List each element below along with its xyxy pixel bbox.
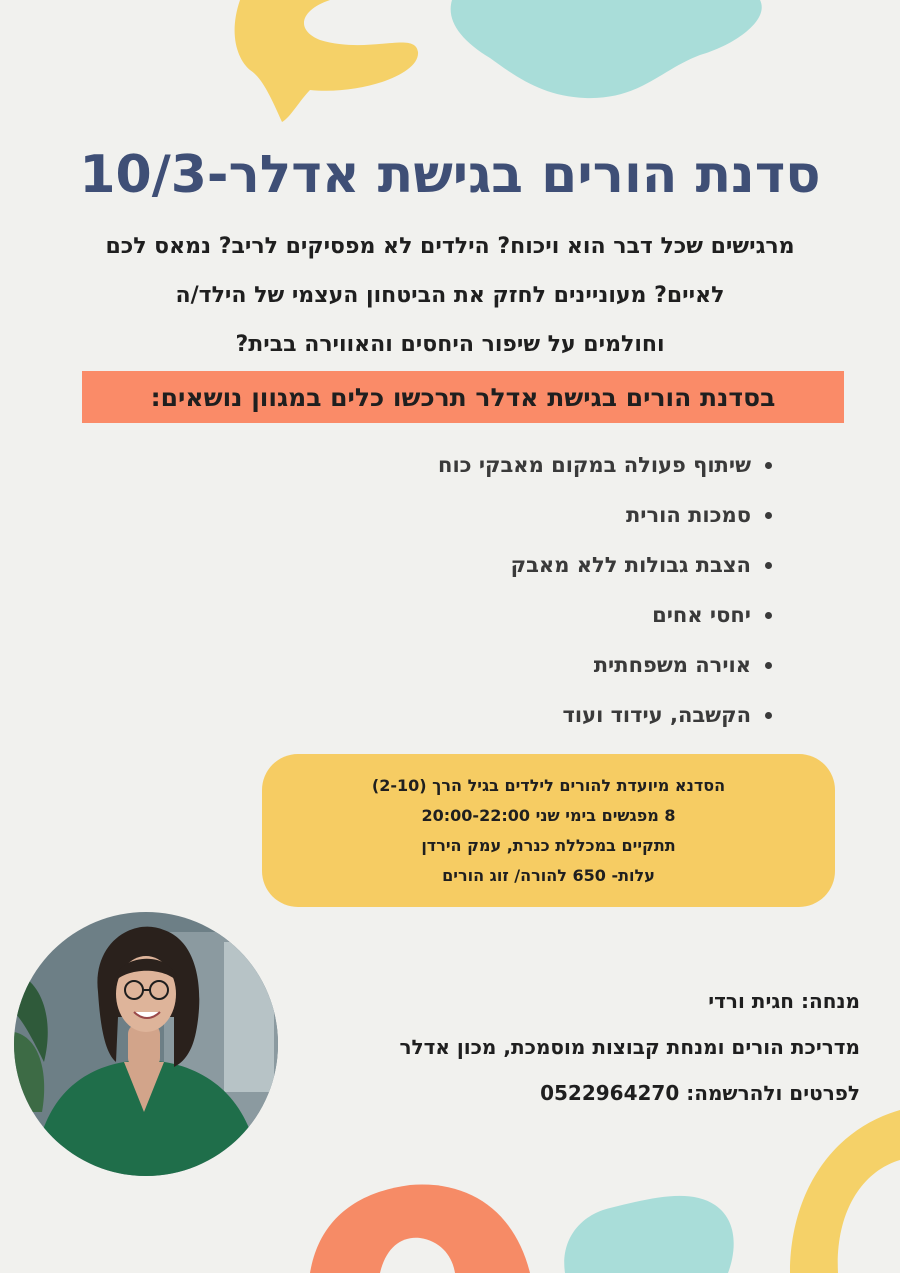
- bullet-icon: [765, 662, 772, 669]
- topic-label: יחסי אחים: [652, 603, 751, 627]
- facilitator-name: מנחה: חגית ורדי: [708, 989, 860, 1013]
- bullet-icon: [765, 512, 772, 519]
- list-item: [252, 590, 772, 640]
- bullet-icon: [765, 462, 772, 469]
- topics-banner-text: בסדנת הורים בגישת אדלר תרכשו כלים במגוון נושאים:: [150, 382, 776, 412]
- list-item: [252, 540, 772, 590]
- bullet-icon: [765, 612, 772, 619]
- topics-banner: [82, 371, 844, 423]
- topic-label: שיתוף פעולה במקום מאבקי כוח: [438, 453, 751, 477]
- workshop-details-box: [262, 754, 835, 907]
- details-audience: הסדנא מיועדת להורים לילדים בגיל הרך (2-10): [371, 775, 726, 795]
- list-item: [252, 690, 772, 740]
- yellow-leaf-shape: [235, 0, 418, 122]
- facilitator-role: מדריכת הורים ומנחת קבוצות מוסמכת, מכון אדלר: [399, 1035, 860, 1059]
- intro-line-1: מרגישים שכל דבר הוא ויכוח? הילדים לא מפסיקים לריב? נמאס לכם: [105, 234, 795, 259]
- details-location: תתקיים במכללת כנרת, עמק הירדן: [421, 835, 676, 855]
- list-item: [252, 440, 772, 490]
- yellow-ring-shape: [790, 1110, 900, 1273]
- facilitator-photo: [14, 912, 278, 1176]
- facilitator-portrait-illustration: [14, 912, 278, 1176]
- list-item: [252, 640, 772, 690]
- facilitator-info: [300, 978, 860, 1116]
- teal-blob-shape: [451, 0, 762, 98]
- topics-list: [252, 440, 772, 740]
- list-item: [252, 490, 772, 540]
- details-cost: עלות- 650 להורה/ זוג הורים: [442, 865, 655, 885]
- topic-label: אוירה משפחתית: [593, 653, 751, 677]
- topic-label: הקשבה, עידוד ועוד: [562, 703, 751, 727]
- bullet-icon: [765, 712, 772, 719]
- intro-line-2: לאיים? מעוניינים לחזק את הביטחון העצמי של הילד/ה: [175, 283, 725, 308]
- intro-line-3: וחולמים על שיפור היחסים והאווירה בבית?: [235, 332, 665, 357]
- topic-label: סמכות הורית: [625, 503, 751, 527]
- registration-contact: לפרטים ולהרשמה: 0522964270: [540, 1081, 860, 1105]
- page-title: סדנת הורים בגישת אדלר-10/3: [79, 145, 821, 205]
- topic-label: הצבת גבולות ללא מאבק: [510, 553, 751, 577]
- teal-bottom-blob-shape: [564, 1196, 733, 1273]
- bullet-icon: [765, 562, 772, 569]
- details-schedule: 8 מפגשים בימי שני 20:00-22:00: [421, 805, 676, 825]
- intro-text: [40, 222, 860, 369]
